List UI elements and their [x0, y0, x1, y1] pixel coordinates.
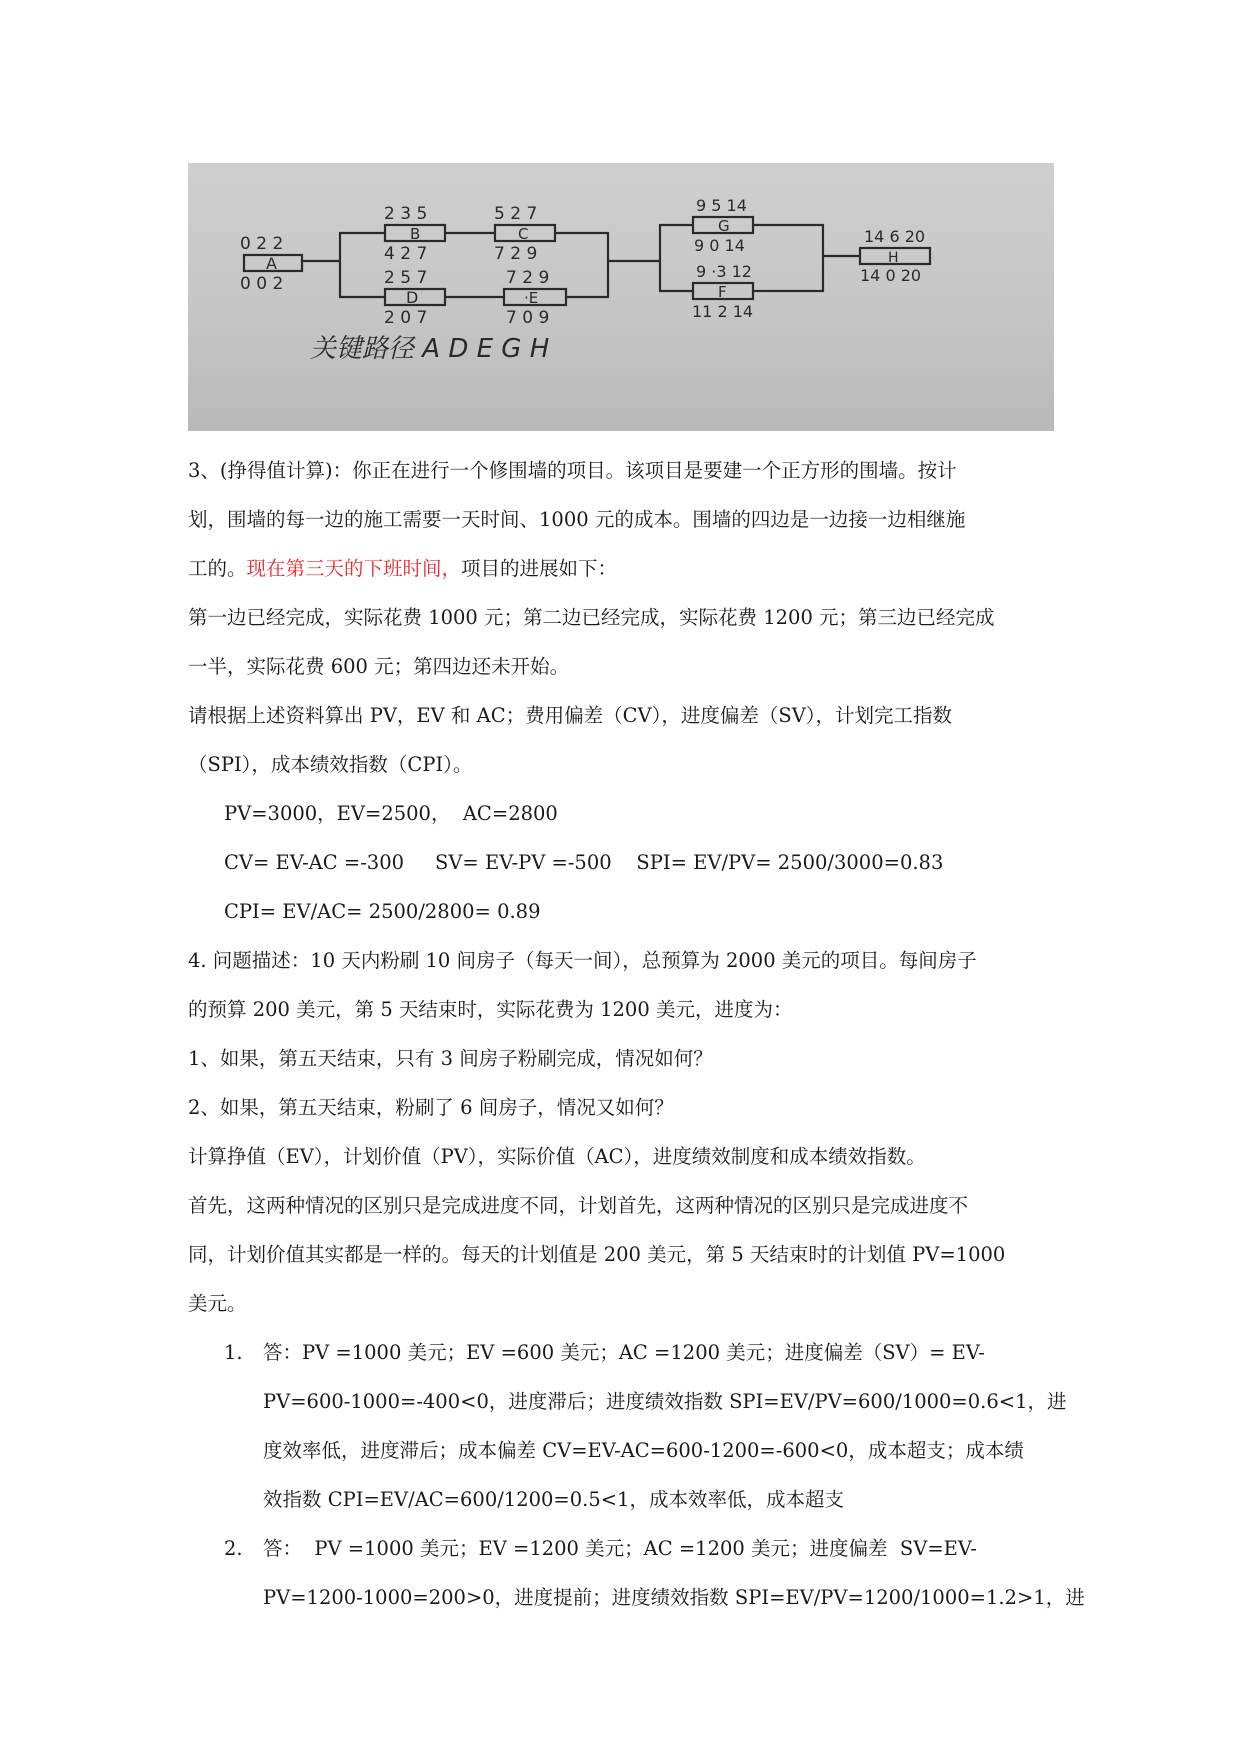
q4-desc-2: 的预算 200 美元，第 5 天结束时，实际花费为 1200 美元，进度为：: [188, 998, 793, 1021]
node-e-top: 7 2 9: [506, 268, 550, 288]
q4-desc-1: 4. 问题描述：10 天内粉刷 10 间房子（每天一间），总预算为 2000 美元的项目。每间房子: [188, 949, 977, 972]
node-b-top: 2 3 5: [384, 204, 428, 224]
node-g-top: 9 5 14: [696, 196, 747, 215]
q3-intro-2: 划，围墙的每一边的施工需要一天时间、1000 元的成本。围墙的四边是一边接一边相继施: [188, 508, 966, 531]
q4-answer-2-number: 2.: [224, 1537, 243, 1560]
q3-intro-1: 3、(挣得值计算)：你正在进行一个修围墙的项目。该项目是要建一个正方形的围墙。按计: [188, 459, 957, 482]
node-d-label: D: [406, 288, 419, 307]
node-g-bottom: 9 0 14: [694, 236, 745, 255]
q3-ask-1: 请根据上述资料算出 PV，EV 和 AC；费用偏差（CV），进度偏差（SV），计划完工指数: [188, 704, 953, 727]
q4-answer-1-line-3: 度效率低，进度滞后；成本偏差 CV=EV-AC=600-1200=-600<0，成本超支；成本绩: [263, 1439, 1024, 1462]
q3-status-2: 一半，实际花费 600 元；第四边还未开始。: [188, 655, 570, 678]
node-d-bottom: 2 0 7: [384, 308, 428, 328]
node-b-label: B: [410, 225, 421, 243]
q3-intro-3: [188, 544, 1056, 593]
q3-highlight-text: 现在第三天的下班时间，: [246, 557, 462, 580]
q4-case-1: 1、如果，第五天结束，只有 3 间房子粉刷完成，情况如何？: [188, 1047, 713, 1070]
node-a-label: A: [266, 254, 277, 273]
q4-answer-1-line-2: PV=600-1000=-400<0，进度滞后；进度绩效指数 SPI=EV/PV=600/1000=0.6<1，进: [263, 1390, 1067, 1413]
network-diagram-photo: [188, 163, 1054, 431]
q3-intro-3-post: 项目的进展如下：: [461, 557, 618, 580]
node-h-top: 14 6 20: [864, 227, 926, 246]
q4-first-1: 首先，这两种情况的区别只是完成进度不同，计划首先，这两种情况的区别只是完成进度不: [188, 1194, 969, 1217]
q3-intro-3-pre: 工的。: [188, 557, 247, 580]
q3-answer-3: CPI= EV/AC= 2500/2800= 0.89: [224, 900, 541, 923]
node-a-bottom: 0 0 2: [240, 274, 284, 294]
node-f-bottom: 11 2 14: [692, 302, 754, 321]
q4-first-2: 同，计划价值其实都是一样的。每天的计划值是 200 美元，第 5 天结束时的计划值 PV=1000: [188, 1243, 1006, 1266]
node-e-label: ·E: [524, 289, 539, 307]
q4-answer-1-line-4: 效指数 CPI=EV/AC=600/1200=0.5<1，成本效率低，成本超支: [263, 1488, 845, 1511]
q3-answer-1: PV=3000，EV=2500， AC=2800: [224, 802, 558, 825]
node-d-top: 2 5 7: [384, 268, 428, 288]
node-c-label: C: [518, 225, 529, 243]
q4-answer-1-number: 1.: [224, 1341, 243, 1364]
q4-case-2: 2、如果，第五天结束，粉刷了 6 间房子，情况又如何？: [188, 1096, 674, 1119]
node-g-label: G: [718, 217, 730, 235]
node-h-bottom: 14 0 20: [860, 266, 922, 285]
node-c-bottom: 7 2 9: [494, 244, 538, 264]
node-e-bottom: 7 0 9: [506, 308, 550, 328]
node-a-top: 0 2 2: [240, 234, 284, 254]
q3-status-1: 第一边已经完成，实际花费 1000 元；第二边已经完成，实际花费 1200 元；第三边已经完成: [188, 606, 995, 629]
q4-answer-2-line-2: PV=1200-1000=200>0，进度提前；进度绩效指数 SPI=EV/PV=1200/1000=1.2>1，进: [263, 1586, 1085, 1609]
q4-answer-2-line-1: [188, 1524, 1056, 1573]
network-diagram: [188, 163, 1054, 431]
q4-answer-1-text: 答：PV =1000 美元；EV =600 美元；AC =1200 美元；进度偏差（SV）= EV-: [263, 1341, 985, 1364]
node-h-label: H: [888, 250, 899, 266]
document-body: [188, 446, 1085, 1622]
q4-first-3: 美元。: [188, 1292, 247, 1315]
q3-ask-2: （SPI），成本绩效指数（CPI）。: [188, 753, 473, 776]
node-b-bottom: 4 2 7: [384, 244, 428, 264]
critical-path-text: 关键路径 A D E G H: [310, 334, 550, 364]
node-f-top: 9 ·3 12: [696, 262, 752, 281]
node-f-label: F: [718, 283, 727, 301]
q3-answer-2: CV= EV-AC =-300 SV= EV-PV =-500 SPI= EV/PV= 2500/3000=0.83: [224, 851, 944, 874]
q4-answer-2-text: 答： PV =1000 美元；EV =1200 美元；AC =1200 美元；进度偏差 SV=EV-: [263, 1537, 977, 1560]
q4-calc: 计算挣值（EV），计划价值（PV），实际价值（AC），进度绩效制度和成本绩效指数。: [188, 1145, 926, 1168]
node-c-top: 5 2 7: [494, 204, 538, 224]
q4-answer-1-line-1: [188, 1328, 1056, 1377]
